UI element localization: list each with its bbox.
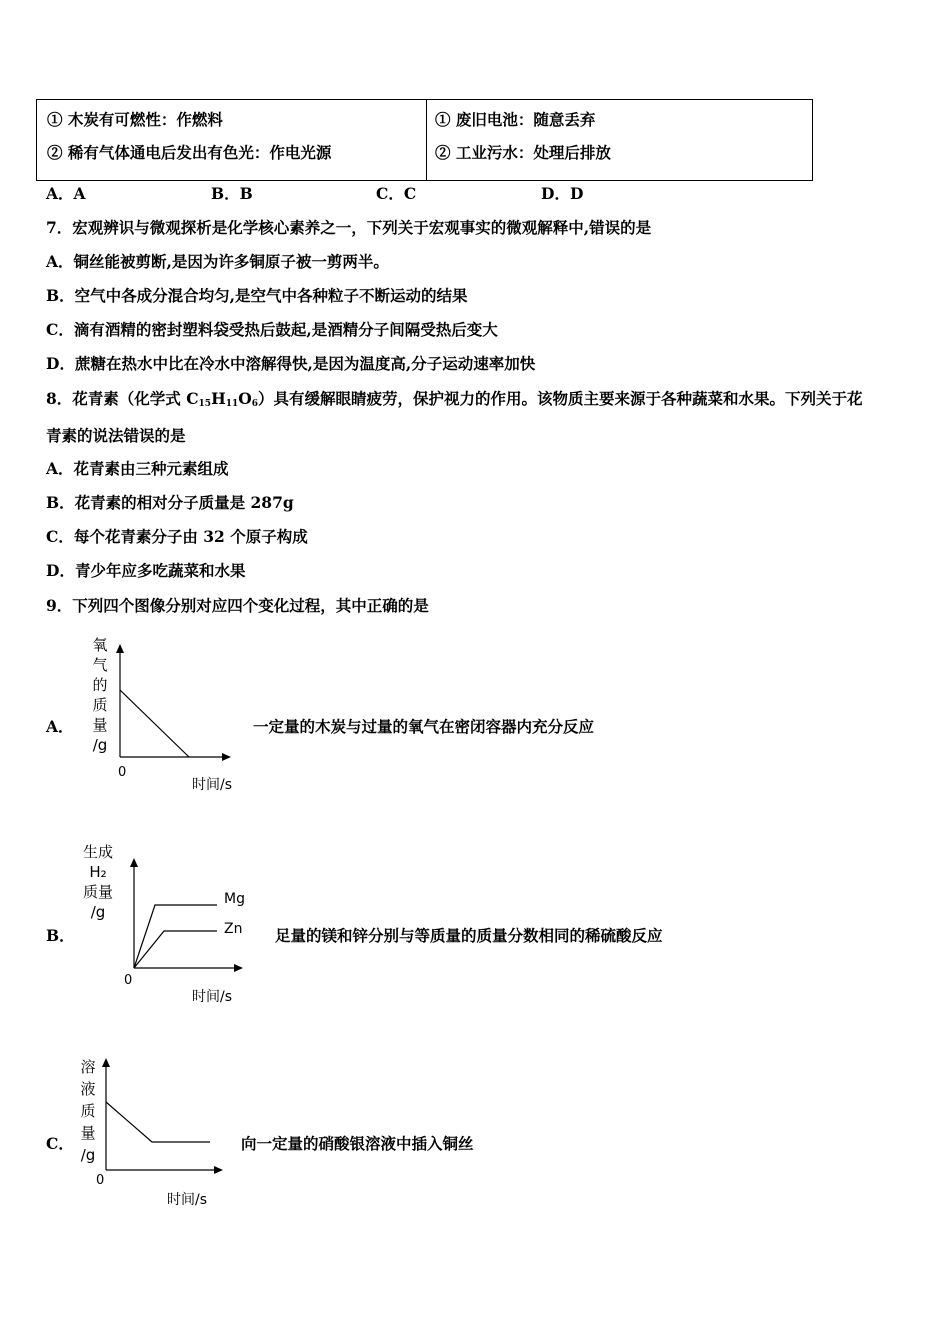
- q7-stem: 7．宏观辨识与微观探析是化学核心素养之一，下列关于宏观事实的微观解释中,错误的是: [46, 218, 652, 237]
- graph-b-legend-zn: Zn: [224, 921, 243, 937]
- graph-c-option: C．: [46, 1134, 74, 1153]
- q8-formula: $C_{15}H_{11}O_6$: [186, 389, 259, 409]
- graph-c-desc: 向一定量的硝酸银溶液中插入铜丝: [241, 1134, 474, 1153]
- q8-stem-post: ）具有缓解眼睛疲劳，保护视力的作用。该物质主要来源于各种蔬菜和水果。下列关于花: [258, 389, 863, 408]
- graph-b-legend-mg: Mg: [224, 891, 245, 907]
- graph-a-option: A．: [46, 717, 74, 736]
- q8-stem-line2: 青素的说法错误的是: [46, 426, 186, 445]
- q8-option-a: A．花青素由三种元素组成: [46, 459, 229, 478]
- graph-b-xlabel: 时间/s: [192, 989, 233, 1005]
- graph-c-ylabel: 溶 液 质 量 /g: [80, 1058, 96, 1164]
- graph-c-origin: 0: [96, 1173, 105, 1188]
- q7-option-b: B．空气中各成分混合均匀,是空气中各种粒子不断运动的结果: [46, 286, 468, 305]
- graph-b-option: B．: [46, 926, 75, 945]
- graph-a-ylabel: 氧 气 的 质 量 /g: [92, 636, 108, 754]
- graph-b-origin: 0: [124, 973, 133, 988]
- q6-option-d: D．D: [541, 184, 584, 203]
- graph-b-desc: 足量的镁和锌分别与等质量的质量分数相同的稀硫酸反应: [275, 926, 663, 945]
- graph-c-xaxis-arrow: [214, 1166, 223, 1174]
- q7-option-a: A．铜丝能被剪断,是因为许多铜原子被一剪两半。: [46, 252, 389, 271]
- q6-option-a: A．A: [46, 184, 86, 203]
- q6-option-b: B．B: [211, 184, 253, 203]
- table-left-1: ① 木炭有可燃性：作燃料: [47, 110, 223, 129]
- q7-option-d: D．蔗糖在热水中比在冷水中溶解得快,是因为温度高,分子运动速率加快: [46, 354, 536, 373]
- graph-c-yaxis-arrow: [102, 1058, 110, 1067]
- graph-b-ylabel: 生成 H₂ 质量 /g: [82, 843, 113, 921]
- q8-option-d: D．青少年应多吃蔬菜和水果: [46, 561, 246, 580]
- q8-option-b: B．花青素的相对分子质量是 287g: [46, 493, 294, 512]
- graph-c-series-line: [106, 1102, 210, 1142]
- q7-option-c: C．滴有酒精的密封塑料袋受热后鼓起,是酒精分子间隔受热后变大: [46, 320, 498, 339]
- graph-a-origin: 0: [118, 765, 127, 780]
- table-left-2: ② 稀有气体通电后发出有色光：作电光源: [47, 143, 332, 162]
- graph-c-xlabel: 时间/s: [167, 1192, 208, 1208]
- q8-stem-pre: 8．花青素（化学式: [46, 389, 187, 408]
- q8-option-c: C．每个花青素分子由 32 个原子构成: [46, 527, 308, 546]
- table-right-2: ② 工业污水：处理后排放: [435, 143, 611, 162]
- table-right-1: ① 废旧电池：随意丢弃: [435, 110, 596, 129]
- graph-a-xlabel: 时间/s: [192, 777, 233, 793]
- graph-a-desc: 一定量的木炭与过量的氧气在密闭容器内充分反应: [253, 717, 595, 736]
- q6-option-c: C．C: [376, 184, 417, 203]
- q9-stem: 9．下列四个图像分别对应四个变化过程，其中正确的是: [46, 596, 429, 615]
